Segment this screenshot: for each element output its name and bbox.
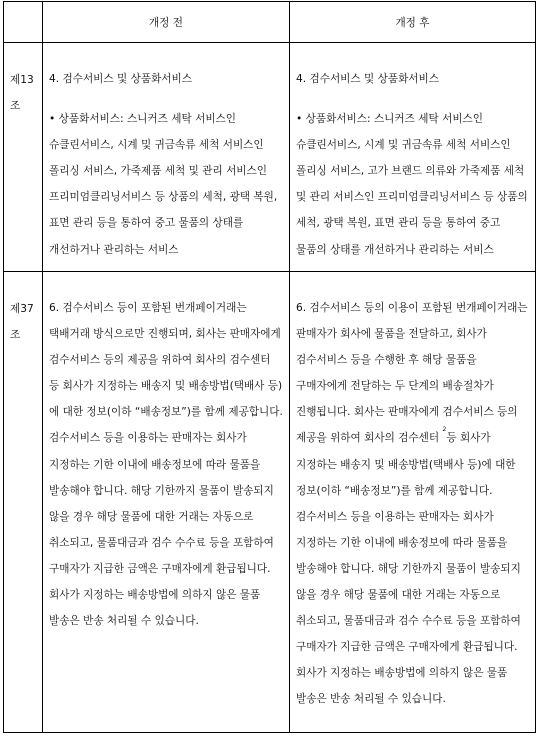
after-cell	[290, 43, 536, 272]
header-after: 개정 후	[290, 2, 536, 43]
revision-comparison-table	[3, 1, 536, 733]
row-article-13	[4, 43, 536, 272]
header-blank-cell	[4, 2, 43, 43]
article-label: 제13조	[4, 43, 43, 272]
before-cell	[43, 272, 290, 733]
after-body-part-1: 6. 검수서비스 등의 이용이 포함된 번개페이거래는 판매자가 회사에 물품을 전달하고, 회사가 검수서비스 등을 수행한 후 해당 물품을 구매자에게 전달하는 두 단계의 배송절차가 진행됩니다. 회사는 판매자에게 검수서비스 등의 제공을 위하여 회사의 검수센터	[296, 302, 528, 445]
before-heading: 4. 검수서비스 및 상품화서비스	[49, 73, 193, 85]
before-body: • 상품화서비스: 스니커즈 세탁 서비스인 슈클린서비스, 시계 및 귀금속류 세척 서비스인 폴리싱 서비스, 가죽제품 세척 및 관리 서비스인 프리미엄클리닝서비스 등 상품의 세척, 광택 복원, 표면 관리 등을 통하여 중고 물품의 상태를 개선하거나 관리하는 서비스	[49, 113, 278, 256]
before-body: 6. 검수서비스 등이 포함된 번개페이거래는 택배거래 방식으로만 진행되며, 회사는 판매자에게 검수서비스 등의 제공을 위하여 회사의 검수센터 등 회사가 지정하는 배송지 및 배송방법(택배사 등)에 대한 정보(이하 “배송정보”)를 함께 제공합니다. 검수서비스 등을 이용하는 판매자는 회사가 지정하는 기한 이내에 배송정보에 따라 물품을 발송해야 합니다. 해당 기한까지 물품이 발송되지 않을 경우 해당 물품에 대한 거래는 자동으로 취소되고, 물품대금과 검수 수수료 등을 포함하여 구매자가 지급한 금액은 구매자에게 환급됩니다. 회사가 지정하는 배송방법에 의하지 않은 물품 발송은 반송 처리될 수 있습니다.	[49, 302, 283, 628]
after-body	[296, 295, 529, 713]
after-cell	[290, 272, 536, 733]
after-body-part-2: 등 회사가 지정하는 배송지 및 배송방법(택배사 등)에 대한 정보(이하 “배송정보”)를 함께 제공합니다. 검수서비스 등을 이용하는 판매자는 회사가 지정하는 기한 이내에 배송정보에 따라 물품을 발송해야 합니다. 해당 기한까지 물품이 발송되지 않을 경우 해당 물품에 대한 거래는 자동으로 취소되고, 물품대금과 검수 수수료 등을 포함하여 구매자가 지급한 금액은 구매자에게 환급됩니다. 회사가 지정하는 배송방법에 의하지 않은 물품 발송은 반송 처리될 수 있습니다.	[296, 432, 521, 706]
row-article-37	[4, 272, 536, 733]
after-heading: 4. 검수서비스 및 상품화서비스	[296, 73, 440, 85]
paragraph-gap	[296, 92, 529, 106]
before-cell	[43, 43, 290, 272]
after-body: • 상품화서비스: 스니커즈 세탁 서비스인 슈클린서비스, 시계 및 귀금속류 세척 서비스인 폴리싱 서비스, 고가 브랜드 의류와 가죽제품 세척 및 관리 서비스인 프리미엄클리닝서비스 등 상품의 세척, 광택 복원, 표면 관리 등을 통하여 중고 물품의 상태를 개선하거나 관리하는 서비스	[296, 113, 528, 256]
article-label: 제37조	[4, 272, 43, 733]
paragraph-gap	[49, 92, 283, 106]
header-before: 개정 전	[43, 2, 290, 43]
footnote-marker: 2	[442, 426, 447, 434]
header-row	[4, 2, 536, 43]
